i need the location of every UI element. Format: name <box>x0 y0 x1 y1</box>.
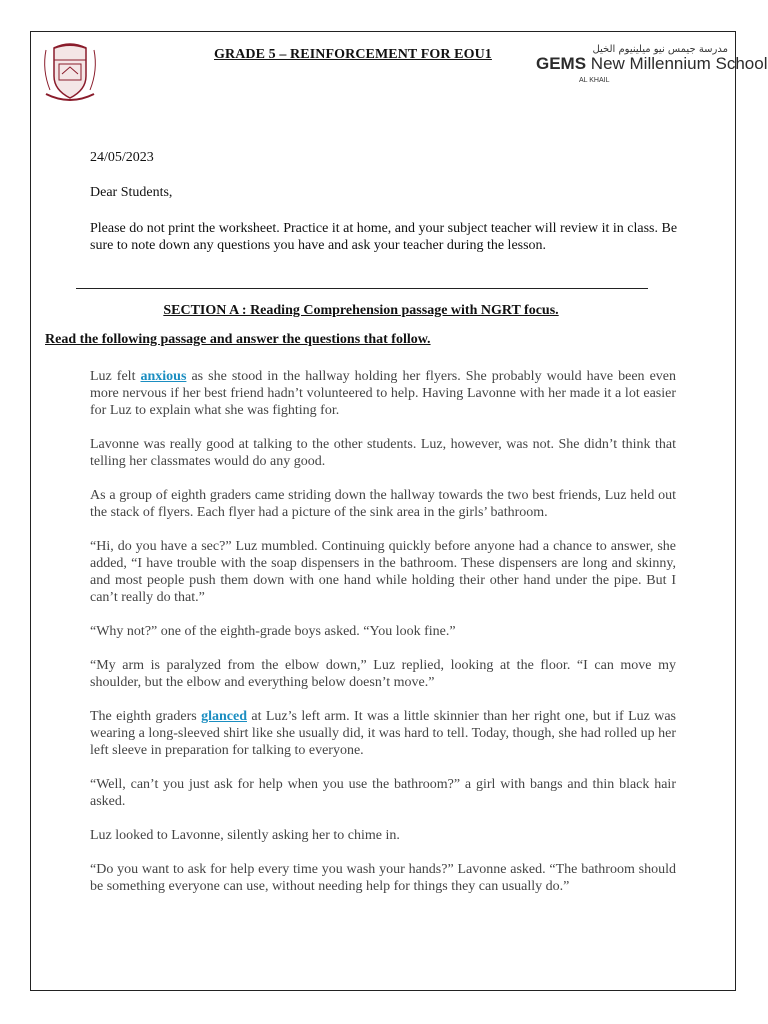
section-title: SECTION A : Reading Comprehension passage with NGRT focus. <box>163 303 559 318</box>
school-crest-icon <box>40 40 100 106</box>
logo-location: AL KHAIL <box>579 77 610 84</box>
passage-paragraph: As a group of eighth graders came striding down the hallway towards the two best friends, Luz held out the stack of flyers. Each flyer had a picture of the sink area in the girls’ bathroom. <box>90 488 676 520</box>
passage-text: Luz felt <box>90 369 141 384</box>
passage-text: at Luz’s left arm. It was a little skinnier than her right one, but if Luz was wearing a long-sleeved shirt like she usually did, it was hard to tell. Today, though, she had rolled up her left sleeve in preparation for talking to everyone. <box>90 709 677 758</box>
passage-paragraph: Lavonne was really good at talking to the other students. Luz, however, was not. She didn’t think that telling her classmates would do any good. <box>90 437 676 469</box>
logo-arabic-text: مدرسة جيمس نيو ميلينيوم الخيل <box>592 44 728 55</box>
logo-gems: GEMS <box>536 54 587 73</box>
passage-paragraph <box>90 708 676 759</box>
school-logo <box>536 44 768 94</box>
logo-brand <box>536 54 767 74</box>
date: 24/05/2023 <box>90 150 154 165</box>
passage-paragraph: “Hi, do you have a sec?” Luz mumbled. Continuing quickly before anyone had a chance to answer, she added, “I have trouble with the soap dispensers in the bathroom. These dispensers are long and skinny, and most people push them down with one hand while holding their other hand under the pipe. But I can’t really do that.” <box>90 539 676 605</box>
passage-paragraph: “Well, can’t you just ask for help when you use the bathroom?” a girl with bangs and thin black hair asked. <box>90 777 676 809</box>
vocab-word-anxious[interactable]: anxious <box>140 369 187 384</box>
passage-paragraph: “My arm is paralyzed from the elbow down,” Luz replied, looking at the floor. “I can move my shoulder, but the elbow and everything below doesn’t move.” <box>90 658 676 690</box>
passage-paragraph: Luz looked to Lavonne, silently asking her to chime in. <box>90 828 400 843</box>
passage-text: The eighth graders <box>90 709 202 724</box>
section-instruction: Read the following passage and answer the questions that follow. <box>45 332 431 347</box>
instructions-note: Please do not print the worksheet. Practice it at home, and your subject teacher will review it in class. Be sure to note down any questions you have and ask your teacher during the lesson. <box>90 221 678 253</box>
worksheet-title: GRADE 5 – REINFORCEMENT FOR EOU1 <box>214 47 492 62</box>
greeting: Dear Students, <box>90 185 173 200</box>
reading-passage <box>90 368 676 912</box>
logo-school-name: New Millennium School <box>586 54 768 73</box>
passage-paragraph: “Do you want to ask for help every time you wash your hands?” Lavonne asked. “The bathroom should be something everyone can use, without needing help for things they can usually do.” <box>90 862 676 894</box>
vocab-word-glanced[interactable]: glanced <box>201 709 247 724</box>
passage-text: as she stood in the hallway holding her flyers. She probably would have been even more nervous if her best friend hadn’t volunteered to help. Having Lavonne with her made it a lot easier for Luz to explain what she was fighting for. <box>90 369 676 418</box>
passage-paragraph <box>90 368 676 419</box>
passage-paragraph: “Why not?” one of the eighth-grade boys asked. “You look fine.” <box>90 624 456 639</box>
divider <box>76 288 648 289</box>
